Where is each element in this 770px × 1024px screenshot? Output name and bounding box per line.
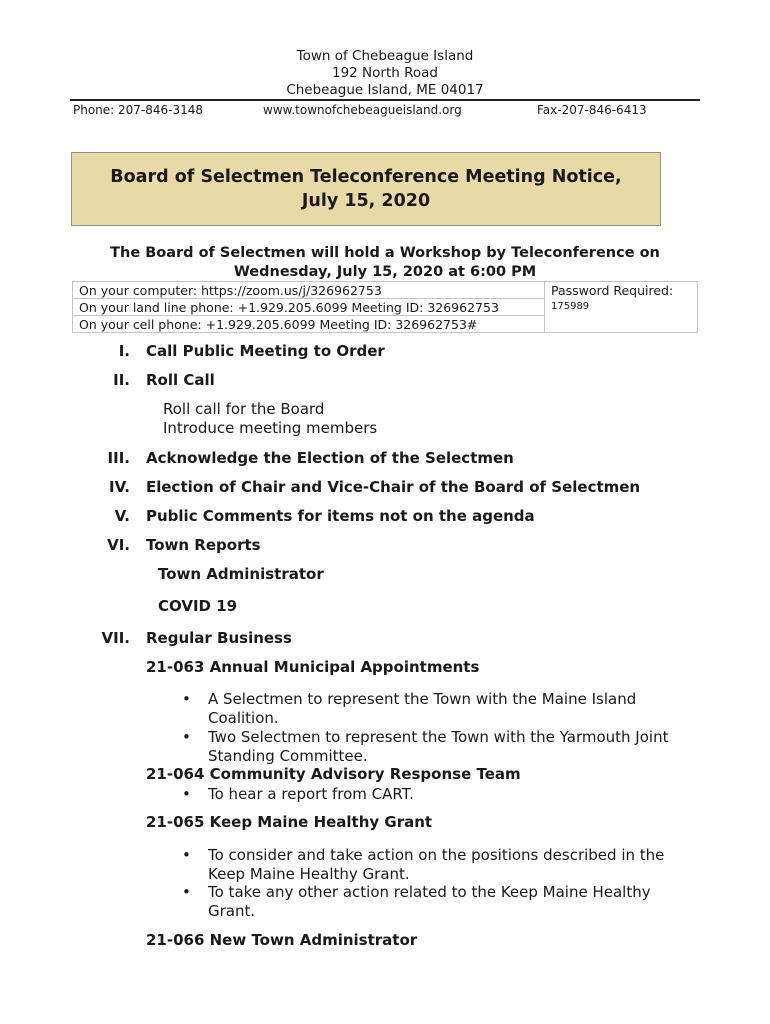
bullet-icon: • (182, 883, 191, 901)
password-value: 175989 (551, 301, 590, 312)
street-address: 192 North Road (332, 65, 438, 81)
agenda-number: VI. (107, 536, 130, 554)
cell-phone: On your cell phone: +1.929.205.6099 Meeting ID: 326962753# (73, 316, 545, 333)
agenda-number: IV. (109, 478, 130, 496)
report-covid-19: COVID 19 (158, 597, 238, 615)
list-item (182, 690, 692, 728)
meeting-date: July 15, 2020 (301, 191, 431, 211)
agenda-number: VII. (101, 629, 130, 647)
website-link[interactable]: www.townofchebeagueisland.org (263, 103, 462, 117)
agenda-item-election: Acknowledge the Election of the Selectmen (146, 449, 514, 467)
report-town-administrator: Town Administrator (158, 565, 324, 583)
bullet-icon: • (182, 690, 191, 708)
bullet-icon: • (182, 785, 191, 803)
bullet-icon: • (182, 846, 191, 864)
intro-line-2: Wednesday, July 15, 2020 at 6:00 PM (233, 264, 537, 280)
bullet-text: A Selectmen to represent the Town with the Maine Island Coalition. (208, 690, 637, 727)
agenda-item-regular-business: Regular Business (146, 629, 292, 647)
business-item-21-064: 21-064 Community Advisory Response Team (146, 765, 521, 783)
table-row (73, 282, 698, 299)
agenda-item-town-reports: Town Reports (146, 536, 261, 554)
introduce-members-sub: Introduce meeting members (163, 419, 378, 437)
password-cell (545, 282, 698, 333)
meeting-title-box (71, 152, 661, 226)
bullet-text: To hear a report from CART. (208, 785, 414, 803)
agenda-number: V. (114, 507, 130, 525)
bullet-icon: • (182, 728, 191, 746)
list-item (182, 728, 692, 766)
agenda-item-chair-election: Election of Chair and Vice-Chair of the Board of Selectmen (146, 478, 641, 496)
agenda-number: I. (118, 342, 130, 360)
list-item (182, 883, 692, 921)
teleconference-table (72, 281, 698, 333)
landline-phone: On your land line phone: +1.929.205.6099 Meeting ID: 326962753 (73, 299, 545, 316)
bullet-text: Two Selectmen to represent the Town with the Yarmouth Joint Standing Committee. (208, 728, 669, 765)
phone-number: Phone: 207-846-3148 (73, 103, 204, 117)
agenda-item-roll-call: Roll Call (146, 371, 215, 389)
agenda-item-call-to-order: Call Public Meeting to Order (146, 342, 385, 360)
zoom-link[interactable]: On your computer: https://zoom.us/j/326962753 (73, 282, 545, 299)
business-item-21-065: 21-065 Keep Maine Healthy Grant (146, 813, 433, 831)
agenda-item-public-comments: Public Comments for items not on the agenda (146, 507, 535, 525)
city-address: Chebeague Island, ME 04017 (286, 82, 484, 98)
business-item-21-063: 21-063 Annual Municipal Appointments (146, 658, 480, 676)
list-item (182, 846, 692, 884)
password-label: Password Required: (551, 283, 674, 298)
meeting-title: Board of Selectmen Teleconference Meeting Notice, (110, 167, 622, 187)
town-name: Town of Chebeague Island (296, 48, 474, 64)
bullet-text: To take any other action related to the Keep Maine Healthy Grant. (208, 883, 651, 920)
roll-call-sub: Roll call for the Board (163, 400, 325, 418)
header-rule (70, 99, 700, 101)
fax-number: Fax-207-846-6413 (537, 103, 647, 117)
agenda-number: III. (107, 449, 130, 467)
bullet-text: To consider and take action on the positions described in the Keep Maine Healthy Grant. (208, 846, 665, 883)
agenda-number: II. (113, 371, 130, 389)
list-item (182, 785, 692, 804)
business-item-21-066: 21-066 New Town Administrator (146, 931, 418, 949)
intro-line-1: The Board of Selectmen will hold a Workshop by Teleconference on (110, 245, 660, 261)
